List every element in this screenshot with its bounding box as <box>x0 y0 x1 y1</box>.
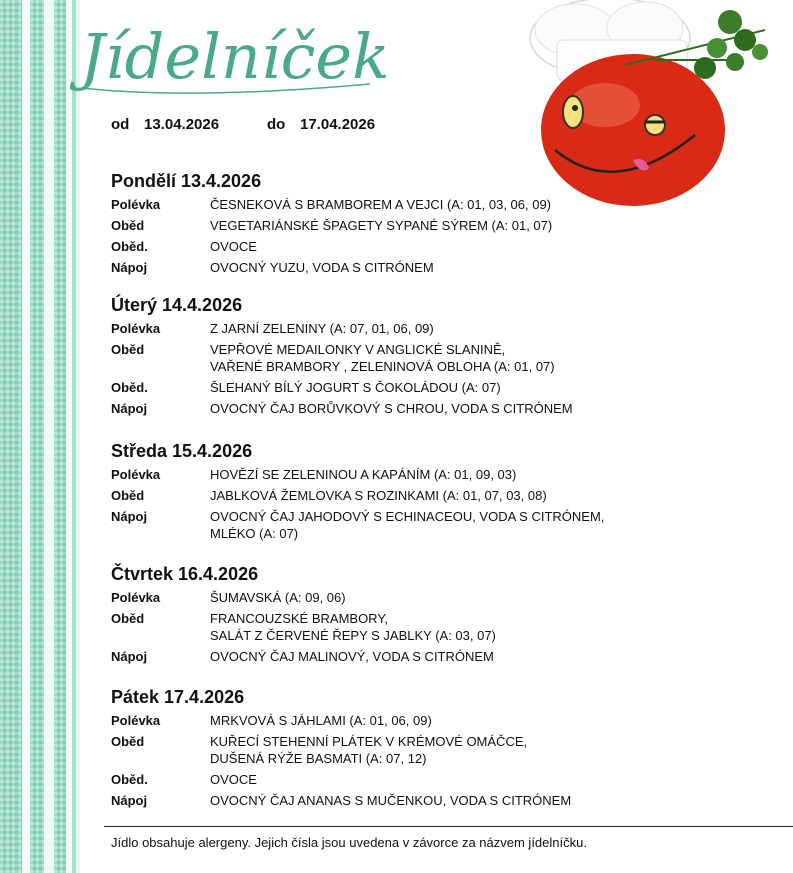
menu-row <box>111 771 571 788</box>
day-tuesday <box>111 294 573 417</box>
item-text: OVOCNÝ ČAJ BORŮVKOVÝ S CHROU, VODA S CITRÓNEM <box>210 401 573 416</box>
day-wednesday <box>111 440 604 542</box>
menu-row <box>111 259 552 276</box>
day-title: Středa 15.4.2026 <box>111 441 253 461</box>
item-text: OVOCE <box>210 239 257 254</box>
to-date: 17.04.2026 <box>300 116 376 133</box>
item-text: Z JARNÍ ZELENINY (A: 07, 01, 06, 09) <box>210 321 434 336</box>
menu-row <box>111 238 552 255</box>
menu-row <box>111 712 571 729</box>
item-text: OVOCNÝ YUZU, VODA S CITRÓNEM <box>210 260 434 275</box>
title-text: Jídelníček <box>80 20 390 93</box>
day-title: Pátek 17.4.2026 <box>111 687 245 707</box>
item-label: Oběd <box>111 218 145 233</box>
item-label: Oběd <box>111 342 145 357</box>
menu-row <box>111 466 604 483</box>
item-text: OVOCNÝ ČAJ JAHODOVÝ S ECHINACEOU, VODA S CITRÓNEM, MLÉKO (A: 07) <box>210 509 605 541</box>
menu-row <box>111 196 552 213</box>
item-label: Nápoj <box>111 509 148 524</box>
day-title: Čtvrtek 16.4.2026 <box>111 564 259 584</box>
item-text: ČESNEKOVÁ S BRAMBOREM A VEJCI (A: 01, 03, 06, 09) <box>210 197 552 212</box>
day-title: Pondělí 13.4.2026 <box>111 171 262 191</box>
day-title: Úterý 14.4.2026 <box>111 295 243 315</box>
item-text: MRKVOVÁ S JÁHLAMI (A: 01, 06, 09) <box>210 713 432 728</box>
item-label: Polévka <box>111 197 161 212</box>
item-text: OVOCE <box>210 772 257 787</box>
item-label: Oběd <box>111 734 145 749</box>
item-text: VEGETARIÁNSKÉ ŠPAGETY SYPANÉ SÝREM (A: 01, 07) <box>210 218 553 233</box>
item-label: Oběd <box>111 611 145 626</box>
item-text: OVOCNÝ ČAJ MALINOVÝ, VODA S CITRÓNEM <box>210 649 494 664</box>
item-text: HOVĚZÍ SE ZELENINOU A KAPÁNÍM (A: 01, 09, 03) <box>210 467 517 482</box>
item-label: Nápoj <box>111 401 148 416</box>
day-friday <box>111 686 571 809</box>
from-date: 13.04.2026 <box>144 116 220 133</box>
from-label: od <box>111 116 130 133</box>
item-label: Oběd. <box>111 380 148 395</box>
menu-row <box>111 341 573 375</box>
item-text: VEPŘOVÉ MEDAILONKY V ANGLICKÉ SLANINĚ, VAŘENÉ BRAMBORY , ZELENINOVÁ OBLOHA (A: 01, 07) <box>210 342 555 374</box>
item-text: OVOCNÝ ČAJ ANANAS S MUČENKOU, VODA S CITRÓNEM <box>210 793 572 808</box>
item-label: Nápoj <box>111 260 148 275</box>
item-label: Nápoj <box>111 793 148 808</box>
menu-row <box>111 379 573 396</box>
menu-row <box>111 400 573 417</box>
item-label: Oběd. <box>111 772 148 787</box>
item-label: Polévka <box>111 590 161 605</box>
menu-row <box>111 487 604 504</box>
allergen-footnote: Jídlo obsahuje alergeny. Jejich čísla jsou uvedena v závorce za názvem jídelníčku. <box>111 835 587 850</box>
menu-row <box>111 648 496 665</box>
item-label: Oběd. <box>111 239 148 254</box>
to-label: do <box>267 116 286 133</box>
day-thursday <box>111 563 496 665</box>
fabric-stripe-icon <box>0 0 80 873</box>
item-text: KUŘECÍ STEHENNÍ PLÁTEK V KRÉMOVÉ OMÁČCE, DUŠENÁ RÝŽE BASMATI (A: 07, 12) <box>210 734 528 766</box>
date-range <box>111 116 423 133</box>
page-title <box>70 0 400 105</box>
item-label: Polévka <box>111 713 161 728</box>
item-label: Oběd <box>111 488 145 503</box>
menu-row <box>111 320 573 337</box>
item-text: ŠLEHANÝ BÍLÝ JOGURT S ČOKOLÁDOU (A: 07) <box>210 380 501 395</box>
footer-divider <box>104 826 793 827</box>
item-text: JABLKOVÁ ŽEMLOVKA S ROZINKAMI (A: 01, 07, 03, 08) <box>210 488 547 503</box>
item-label: Polévka <box>111 467 161 482</box>
item-text: FRANCOUZSKÉ BRAMBORY, SALÁT Z ČERVENÉ ŘEPY S JABLKY (A: 03, 07) <box>210 611 496 643</box>
menu-row <box>111 792 571 809</box>
menu-row <box>111 217 552 234</box>
item-label: Polévka <box>111 321 161 336</box>
menu-row <box>111 589 496 606</box>
item-text: ŠUMAVSKÁ (A: 09, 06) <box>210 590 346 605</box>
menu-row <box>111 733 571 767</box>
menu-row <box>111 610 496 644</box>
day-monday <box>111 170 552 276</box>
item-label: Nápoj <box>111 649 148 664</box>
menu-row <box>111 508 604 542</box>
